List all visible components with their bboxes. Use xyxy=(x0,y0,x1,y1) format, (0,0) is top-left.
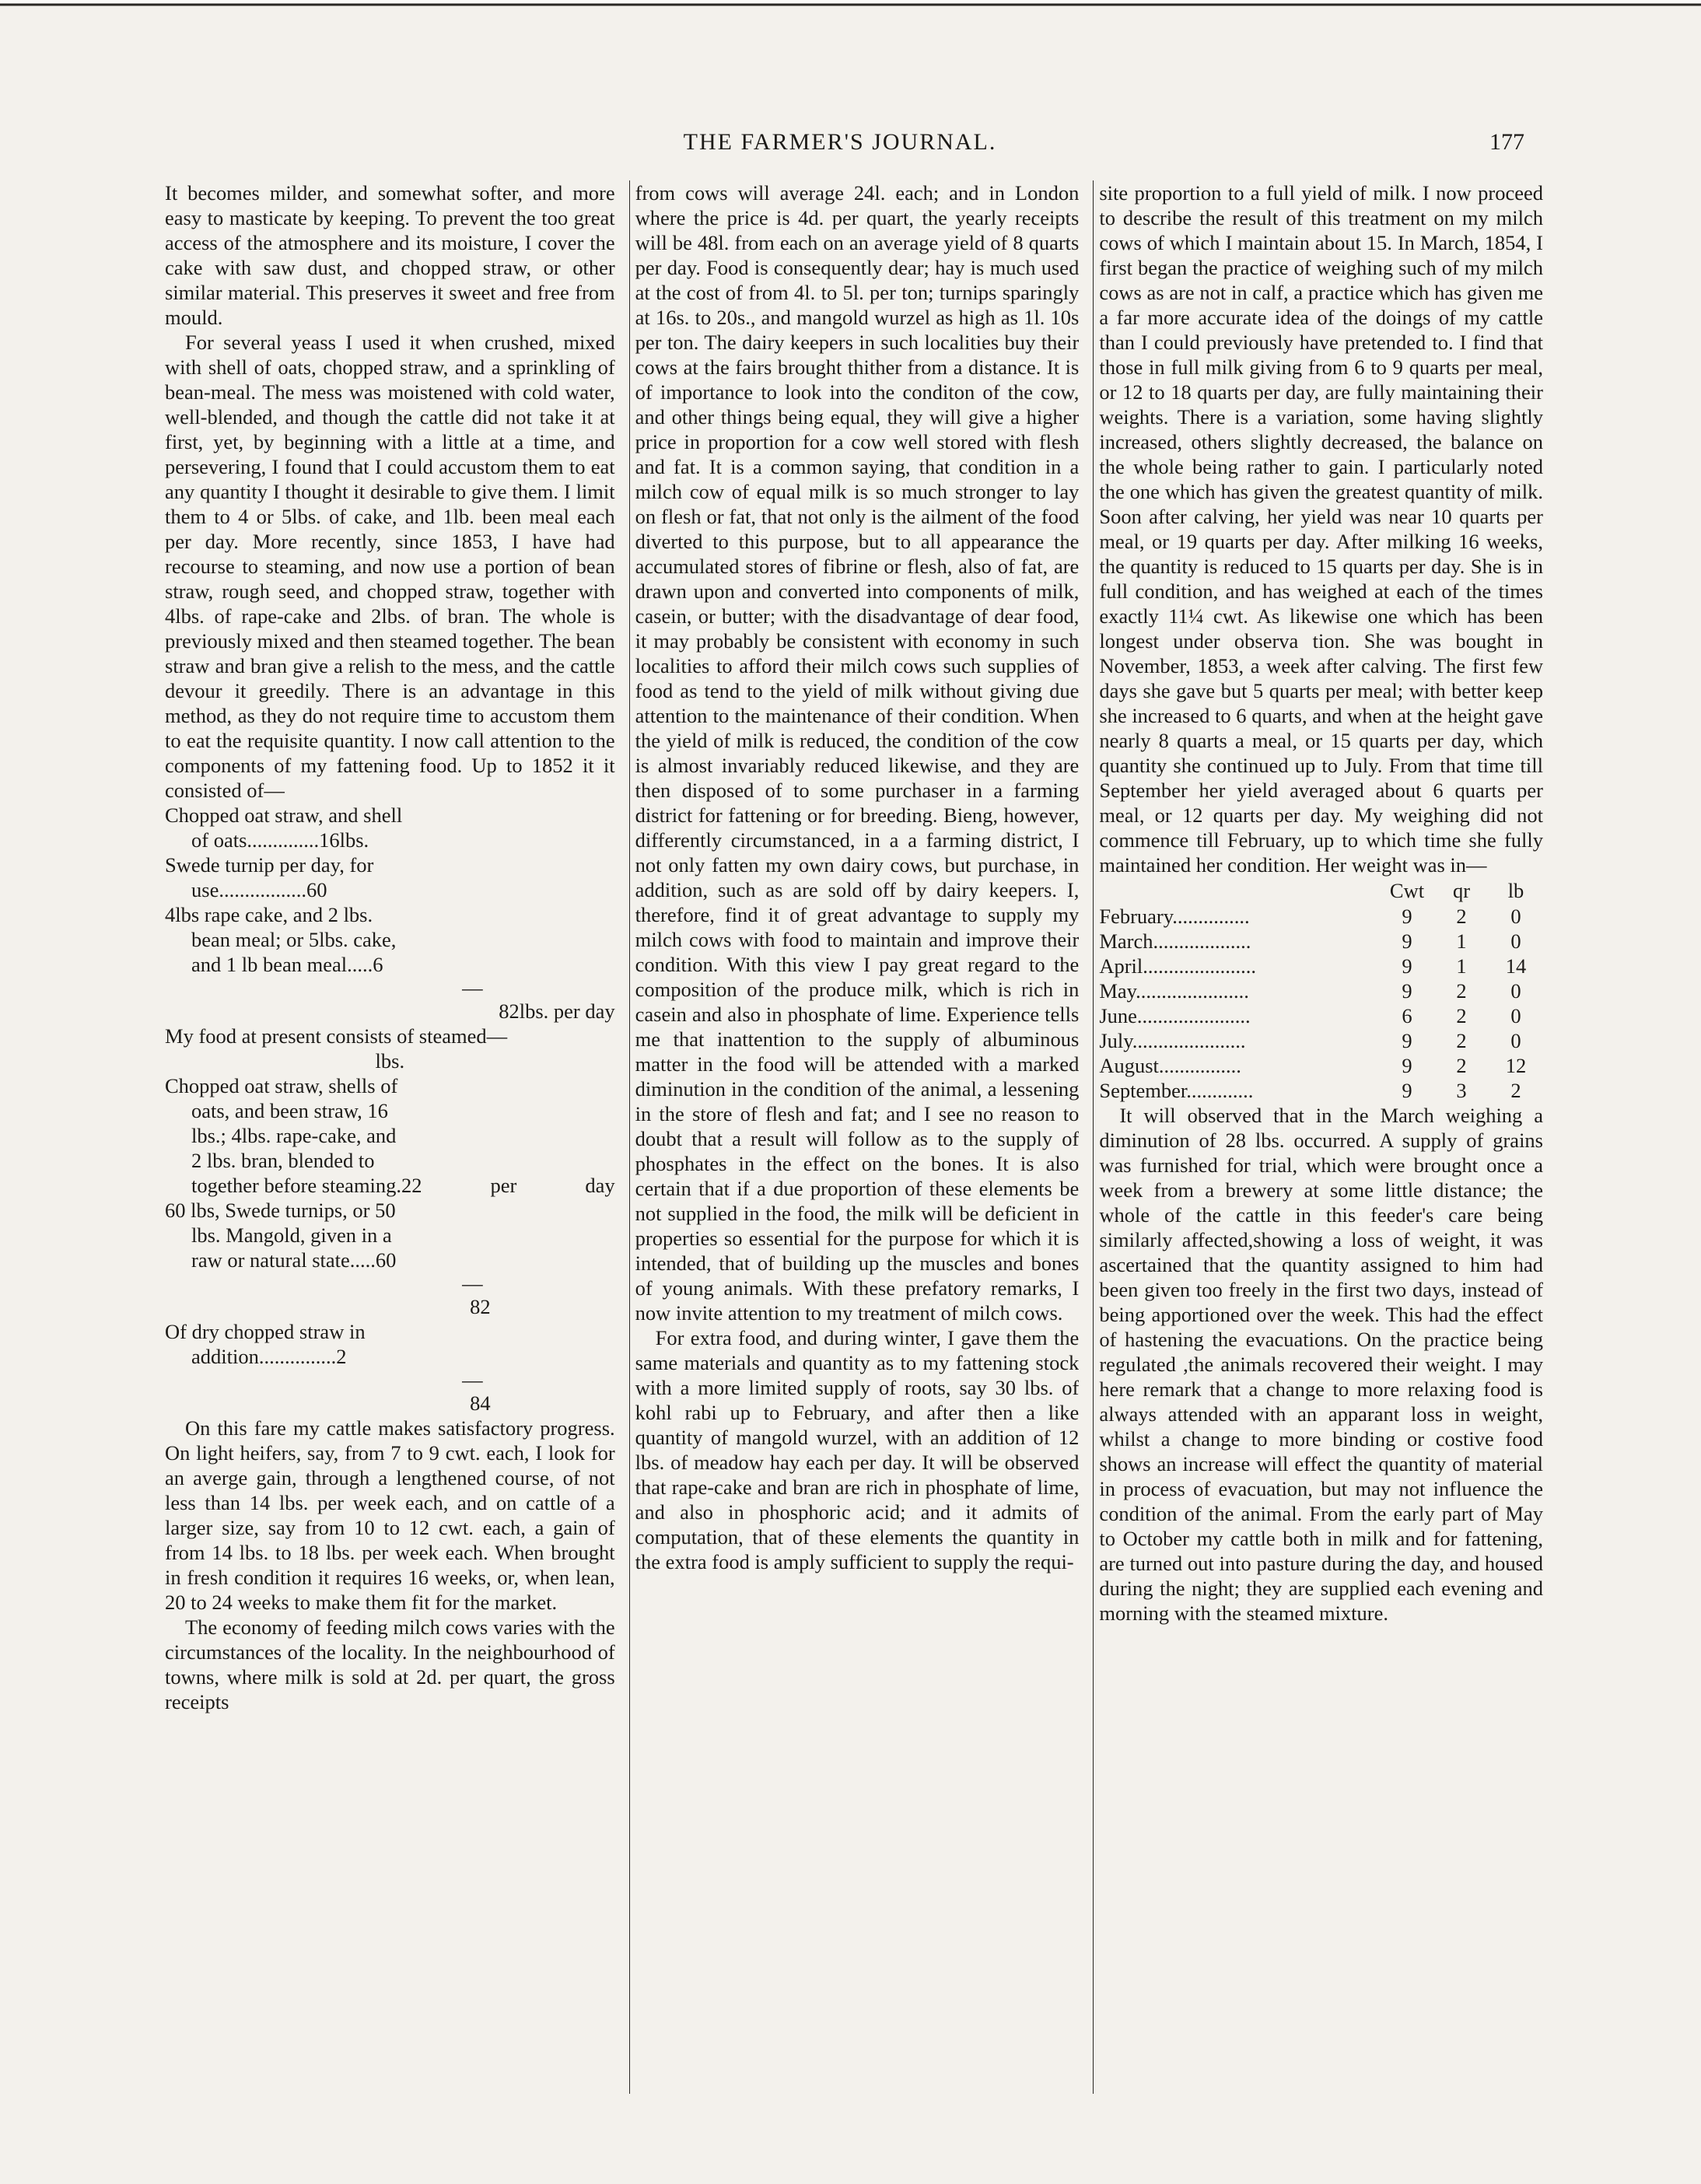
cwt-header: Cwt xyxy=(1389,879,1425,902)
column-1 xyxy=(165,180,615,2094)
ration-line xyxy=(165,1173,615,1198)
ration-line-per: per xyxy=(490,1174,517,1197)
lb-cell: 0 xyxy=(1510,1029,1521,1052)
lb-cell: 0 xyxy=(1510,929,1521,953)
text-columns xyxy=(165,180,1543,2094)
qr-cell: 1 xyxy=(1456,929,1467,953)
ration-line: Chopped oat straw, shells of xyxy=(165,1074,398,1097)
lb-cell: 2 xyxy=(1510,1079,1521,1102)
ration-total: 84 xyxy=(470,1391,491,1415)
cwt-cell: 9 xyxy=(1402,905,1412,928)
lb-header: lb xyxy=(1507,879,1524,902)
cwt-cell: 9 xyxy=(1402,1079,1412,1102)
paragraph: It will observed that in the March weighing a diminution of 28 lbs. occurred. A supply of grains was furnished for trial, which were brought once a week from a brewery at some little distance; the whole of the cattle in this feeder's care being similarly affected,showing a loss of weight, it was ascertained that the quantity assigned to him had been given too freely in the first two days, instead of being apportioned over the week. This had the effect of hastening the evacuations. On the practice being regulated ,the animals recovered their weight. I may here remark that a change to more relaxing food is always attended with an apparant loss in weight, whilst a change to more binding or costive food shows an increase will effect the quantity of material in process of evacuation, but may not influence the condition of the animal. From the early part of May to October my cattle both in milk and for fattening, are turned out into pasture during the day, and housed during the night; they are supplied each evening and morning with the steamed mixture. xyxy=(1099,1104,1543,1625)
month-cell: April...................... xyxy=(1099,954,1257,978)
month-header xyxy=(1099,877,1380,904)
paragraph: It becomes milder, and somewhat softer, and more easy to masticate by keeping. To prevent the too great access of the atmosphere and its moisture, I cover the cake with saw dust, and chopped straw, or other similar material. This preserves it sweet and free from mould. xyxy=(165,181,615,329)
lb-cell: 14 xyxy=(1505,954,1527,978)
ration-line: 60 lbs, Swede turnips, or 50 xyxy=(165,1199,396,1222)
cwt-cell: 6 xyxy=(1402,1004,1412,1027)
ration-line: Of dry chopped straw in xyxy=(165,1320,366,1343)
ration-line: 4lbs rape cake, and 2 lbs. xyxy=(165,903,373,926)
running-title: THE FARMER'S JOURNAL. xyxy=(683,129,997,155)
current-ration-list xyxy=(165,1024,615,1416)
paragraph: from cows will average 24l. each; and in London where the price is 4d. per quart, the yearly receipts will be 48l. from each on an average yield of 8 quarts per day. Food is consequently dear; hay is much used at the cost of from 4l. to 5l. per ton; turnips sparingly at 16s. to 20s., and mangold wurzel as high as 1l. 10s per ton. The dairy keepers in such localities buy their cows at the fairs brought thither from a distance. It is of importance to look into the conditon of the cow, and other things being equal, they will give a higher price in proportion for a cow well stored with flesh and fat. It is a common saying, that condition in a milch cow of equal milk is so much stronger to lay on flesh or fat, that not only is the ailment of the food diverted to this purpose, but to all appearance the accumulated stores of fibrine or flesh, also of fat, are drawn upon and converted into components of milk, casein, or butter; with the disadvantage of dear food, it may probably be consistent with economy in such localities to afford their milch cows such supplies of food as tend to the yield of milk without giving due attention to the maintenance of their condition. When the yield of milk is reduced, the condition of the cow is almost invariably reduced likewise, and they are then disposed of to some purchaser in a farming district for fattening or for breeding. Bieng, however, differently circumstanced, in a a farming district, I not only fatten my own dairy cows, but purchase, in addition, such as are sold off by dairy keepers. I, therefore, find it of great advantage to supply my milch cows with food to maintain and improve their condition. With this view I pay great regard to the composition of the produce milk, which is rich in casein and also in phosphate of lime. Experience tells me that inattention to the supply of albuminous matter in the food will be attended with a marked diminution in the condition of the animal, a lessening in the store of flesh and fat; and I see no reason to doubt that a result will follow as to the supply of phosphates in the effect on the bones. It is also certain that if a due proportion of these elements be not supplied in the food, the milk will be deficient in properties so essential for the purpose for which it is intended, that of building up the muscles and bones of young animals. With these prefatory remarks, I now invite attention to my treatment of milch cows. xyxy=(635,181,1080,1325)
paragraph: For several yeass I used it when crushed, mixed with shell of oats, chopped straw, and a sprinkling of bean-meal. The mess was moistened with cold water, well-blended, and though the cattle did not take it at first, yet, by beginning with a little at a time, and persevering, I found that I could accustom them to eat any quantity I thought it desirable to give them. I limit them to 4 or 5lbs. of cake, and 1lb. been meal each per day. More recently, since 1853, I have had recourse to steaming, and now use a portion of bean straw, rough seed, and chopped straw, together with 4lbs. of rape-cake and 2lbs. of bran. The whole is previously mixed and then steamed together. The bean straw and bran give a relish to the mess, and the cattle devour it greedily. There is an advantage in this method, as they do not require time to accustom them to eat the requisite quantity. I now call attention to the components of my fattening food. Up to 1852 it it consisted of— xyxy=(165,331,615,802)
paragraph: The economy of feeding milch cows varies with the circumstances of the locality. In the neighbourhood of towns, where milk is sold at 2d. per quart, the gross receipts xyxy=(165,1615,615,1713)
column-2 xyxy=(629,180,1080,2094)
qr-header: qr xyxy=(1452,879,1471,902)
cwt-cell: 9 xyxy=(1402,1029,1412,1052)
qr-cell: 2 xyxy=(1456,905,1467,928)
ration-total: 82lbs. per day xyxy=(499,999,615,1023)
paragraph: For extra food, and during winter, I gave them the same materials and quantity as to my fattening stock with a more limited supply of roots, say 30 lbs. of kohl rabi up to February, and after then a like quantity of mangold wurzel, with an addition of 12 lbs. of meadow hay each per day. It will be observed that rape-cake and bran are rich in phosphate of lime, and also in phosphoric acid; and it admits of computation, that of these elements the quantity in the extra food is amply sufficient to supply the requi- xyxy=(635,1326,1080,1573)
paragraph: site proportion to a full yield of milk. I now proceed to describe the result of this treatment on my milch cows of which I maintain about 15. In March, 1854, I first began the practice of weighing such of my milch cows as are not in calf, a practice which has given me a far more accurate idea of the doings of my cattle than I could previously have pretended to. I find that those in full milk giving from 6 to 9 quarts per meal, or 12 to 18 quarts per day, are fully maintaining their weights. There is a variation, some having slightly increased, others slightly decreased, the balance on the whole being rather to gain. I particularly noted the one which has given the greatest quantity of milk. Soon after calving, her yield was near 10 quarts per meal, or 19 quarts per day. After milking 16 weeks, the quantity is reduced to 15 quarts per day. She is in full condition, and has weighed at each of the times exactly 11¼ cwt. As likewise one which has been longest under observa tion. She was bought in November, 1853, a week after calving. The first few days she gave but 5 quarts per meal; with better keep she increased to 6 quarts, and when at the height gave nearly 8 quarts a meal, or 15 quarts per day, which quantity she continued up to July. From that time till September her yield averaged about 6 quarts per meal, or 12 quarts per day. My weighing did not commence till February, up to which time she fully maintained her condition. Her weight was in— xyxy=(1099,181,1543,877)
ration-line: addition...............2 xyxy=(191,1345,347,1368)
qr-cell: 2 xyxy=(1456,979,1467,1003)
qr-cell: 2 xyxy=(1456,1004,1467,1027)
cwt-cell: 9 xyxy=(1402,979,1412,1003)
ration-line: Swede turnip per day, for xyxy=(165,853,374,877)
ration-line: oats, and been straw, 16 xyxy=(191,1099,388,1122)
weight-table-row xyxy=(1099,1078,1543,1103)
page-header xyxy=(156,129,1524,165)
cwt-cell: 9 xyxy=(1402,1054,1412,1077)
ration-line: 2 lbs. bran, blended to xyxy=(191,1149,375,1172)
ration-line: of oats..............16lbs. xyxy=(191,828,369,852)
weight-table-row xyxy=(1099,1028,1543,1053)
ration-line: lbs.; 4lbs. rape-cake, and xyxy=(191,1124,397,1147)
lb-cell: 12 xyxy=(1505,1054,1527,1077)
qr-cell: 2 xyxy=(1456,1054,1467,1077)
ration-line: and 1 lb bean meal.....6 xyxy=(191,953,383,976)
paragraph: On this fare my cattle makes satisfactory progress. On light heifers, say, from 7 to 9 cwt. each, I look for an averge gain, through a lengthened course, of not less than 14 lbs. per week each, and on cattle of a larger size, say from 10 to 12 cwt. each, a gain of from 14 lbs. to 18 lbs. per week each. When brought in fresh condition it requires 16 weeks, or, when lean, 20 to 24 weeks to make them fit for the market. xyxy=(165,1416,615,1614)
weight-table xyxy=(1099,877,1543,1103)
month-cell: August................ xyxy=(1099,1054,1241,1077)
weight-table-row xyxy=(1099,954,1543,978)
month-cell: March................... xyxy=(1099,929,1251,953)
qr-cell: 1 xyxy=(1456,954,1467,978)
ration-line: use.................60 xyxy=(191,878,327,901)
qr-cell: 2 xyxy=(1456,1029,1467,1052)
month-cell: July...................... xyxy=(1099,1029,1246,1052)
ration-total: 82 xyxy=(470,1295,491,1318)
month-cell: June...................... xyxy=(1099,1004,1251,1027)
lb-cell: 0 xyxy=(1510,905,1521,928)
lb-cell: 0 xyxy=(1510,979,1521,1003)
ration-intro: My food at present consists of steamed— xyxy=(165,1024,508,1048)
top-page-edge xyxy=(0,0,1701,11)
old-ration-list xyxy=(165,803,615,1024)
ration-line: Chopped oat straw, and shell xyxy=(165,803,403,827)
weight-table-row xyxy=(1099,1003,1543,1028)
sum-rule: — xyxy=(462,1272,483,1295)
lb-cell: 0 xyxy=(1510,1004,1521,1027)
weight-table-header xyxy=(1099,877,1543,904)
ration-line: raw or natural state.....60 xyxy=(191,1248,397,1272)
cwt-cell: 9 xyxy=(1402,929,1412,953)
cwt-cell: 9 xyxy=(1402,954,1412,978)
sum-rule: — xyxy=(462,976,483,999)
weight-table-row xyxy=(1099,904,1543,929)
qr-cell: 3 xyxy=(1456,1079,1467,1102)
weight-table-row xyxy=(1099,978,1543,1003)
month-cell: May...................... xyxy=(1099,979,1249,1003)
ration-line-text: together before steaming.22 xyxy=(191,1174,422,1197)
ration-line: lbs. Mangold, given in a xyxy=(191,1223,392,1247)
column-3 xyxy=(1093,180,1543,2094)
ration-line: bean meal; or 5lbs. cake, xyxy=(191,928,397,951)
weight-table-row xyxy=(1099,929,1543,954)
sum-rule: — xyxy=(462,1368,483,1391)
weight-table-row xyxy=(1099,1053,1543,1078)
page-number: 177 xyxy=(1489,129,1524,155)
ration-unit: lbs. xyxy=(375,1049,405,1073)
month-cell: February............... xyxy=(1099,905,1250,928)
month-cell: September............. xyxy=(1099,1079,1254,1102)
ration-line-day: day xyxy=(585,1174,615,1197)
